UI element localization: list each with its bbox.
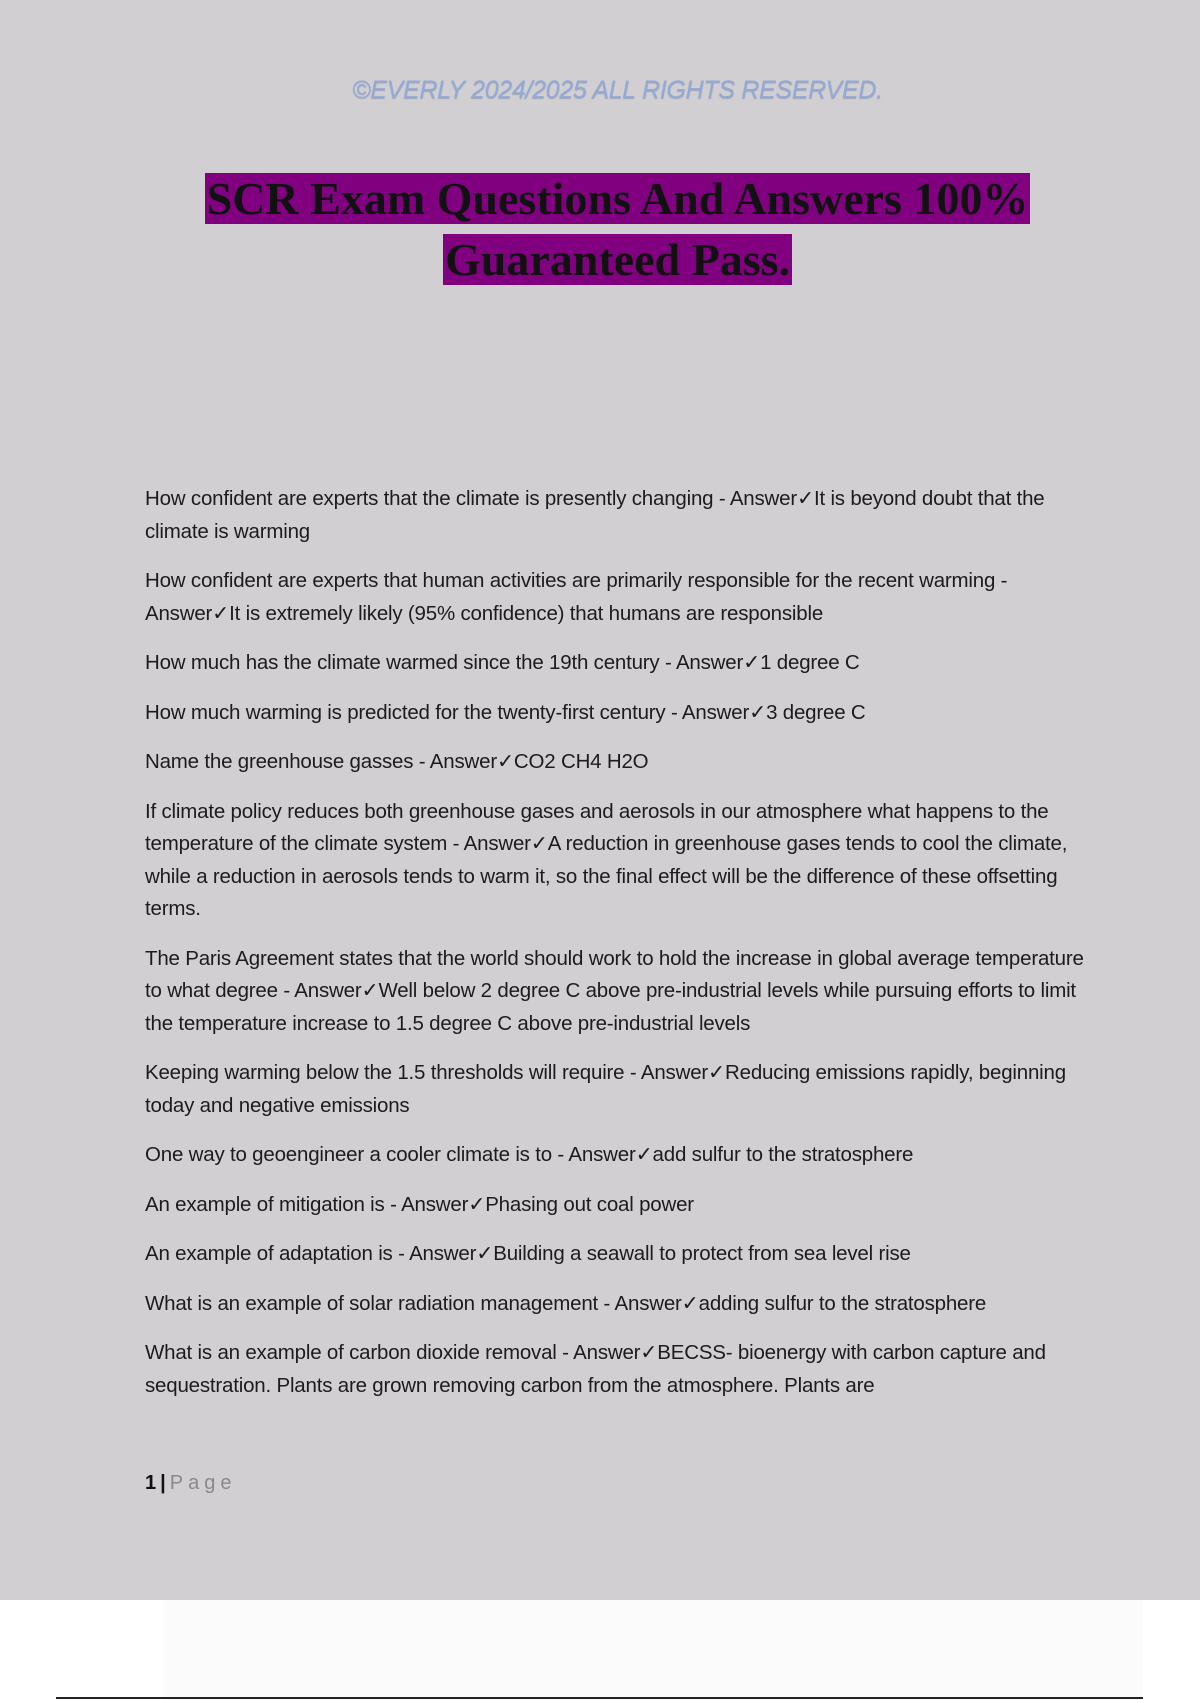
qa-item: How much warming is predicted for the twenty-first century - Answer✓3 degree C xyxy=(145,700,866,724)
qa-item: How confident are experts that human activities are primarily responsible for the recent warming - Answer✓It is extremely likely (95% confidence) that humans are responsible xyxy=(145,569,1008,625)
qa-list xyxy=(145,483,1090,1419)
page-label: Page xyxy=(169,1472,237,1494)
copyright-header: ©EVERLY 2024/2025 ALL RIGHTS RESERVED. xyxy=(352,76,883,104)
document-title xyxy=(150,168,1085,290)
qa-item: Name the greenhouse gasses - Answer✓CO2 CH4 H2O xyxy=(145,750,649,773)
qa-item: What is an example of carbon dioxide removal - Answer✓BECSS- bioenergy with carbon capture and sequestration. Plants are grown removing carbon from the atmosphere. Plants are xyxy=(145,1341,1046,1397)
qa-item: An example of adaptation is - Answer✓Building a seawall to protect from sea level rise xyxy=(145,1242,911,1265)
title-line-1: SCR Exam Questions And Answers 100% xyxy=(206,173,1029,224)
qa-item: One way to geoengineer a cooler climate is to - Answer✓add sulfur to the stratosphere xyxy=(145,1143,914,1166)
qa-item: If climate policy reduces both greenhouse gases and aerosols in our atmosphere what happens to the temperature of the climate system - Answer✓A reduction in greenhouse gases tends to cool the climate, while a reduction in aerosols tends to warm it, so the final effect will be the difference of these offsetting terms. xyxy=(145,799,1068,920)
page-divider xyxy=(56,1697,1143,1699)
qa-item: The Paris Agreement states that the world should work to hold the increase in global average temperature to what degree - Answer✓Well below 2 degree C above pre-industrial levels while pursuing efforts to limit the temperature increase to 1.5 degree C above pre-industrial levels xyxy=(145,946,1084,1035)
next-page-area xyxy=(163,1600,1143,1700)
title-line-2: Guaranteed Pass. xyxy=(445,234,790,285)
page-number: 1 xyxy=(145,1472,157,1494)
qa-item: Keeping warming below the 1.5 thresholds will require - Answer✓Reducing emissions rapidly, beginning today and negative emissions xyxy=(145,1061,1066,1117)
page-footer xyxy=(145,1472,236,1495)
qa-item: How confident are experts that the climate is presently changing - Answer✓It is beyond doubt that the climate is warming xyxy=(145,487,1045,543)
qa-item: An example of mitigation is - Answer✓Phasing out coal power xyxy=(145,1192,694,1216)
qa-item: What is an example of solar radiation management - Answer✓adding sulfur to the stratosphere xyxy=(145,1291,987,1315)
qa-item: How much has the climate warmed since the 19th century - Answer✓1 degree C xyxy=(145,651,860,674)
page-separator: | xyxy=(160,1472,166,1494)
